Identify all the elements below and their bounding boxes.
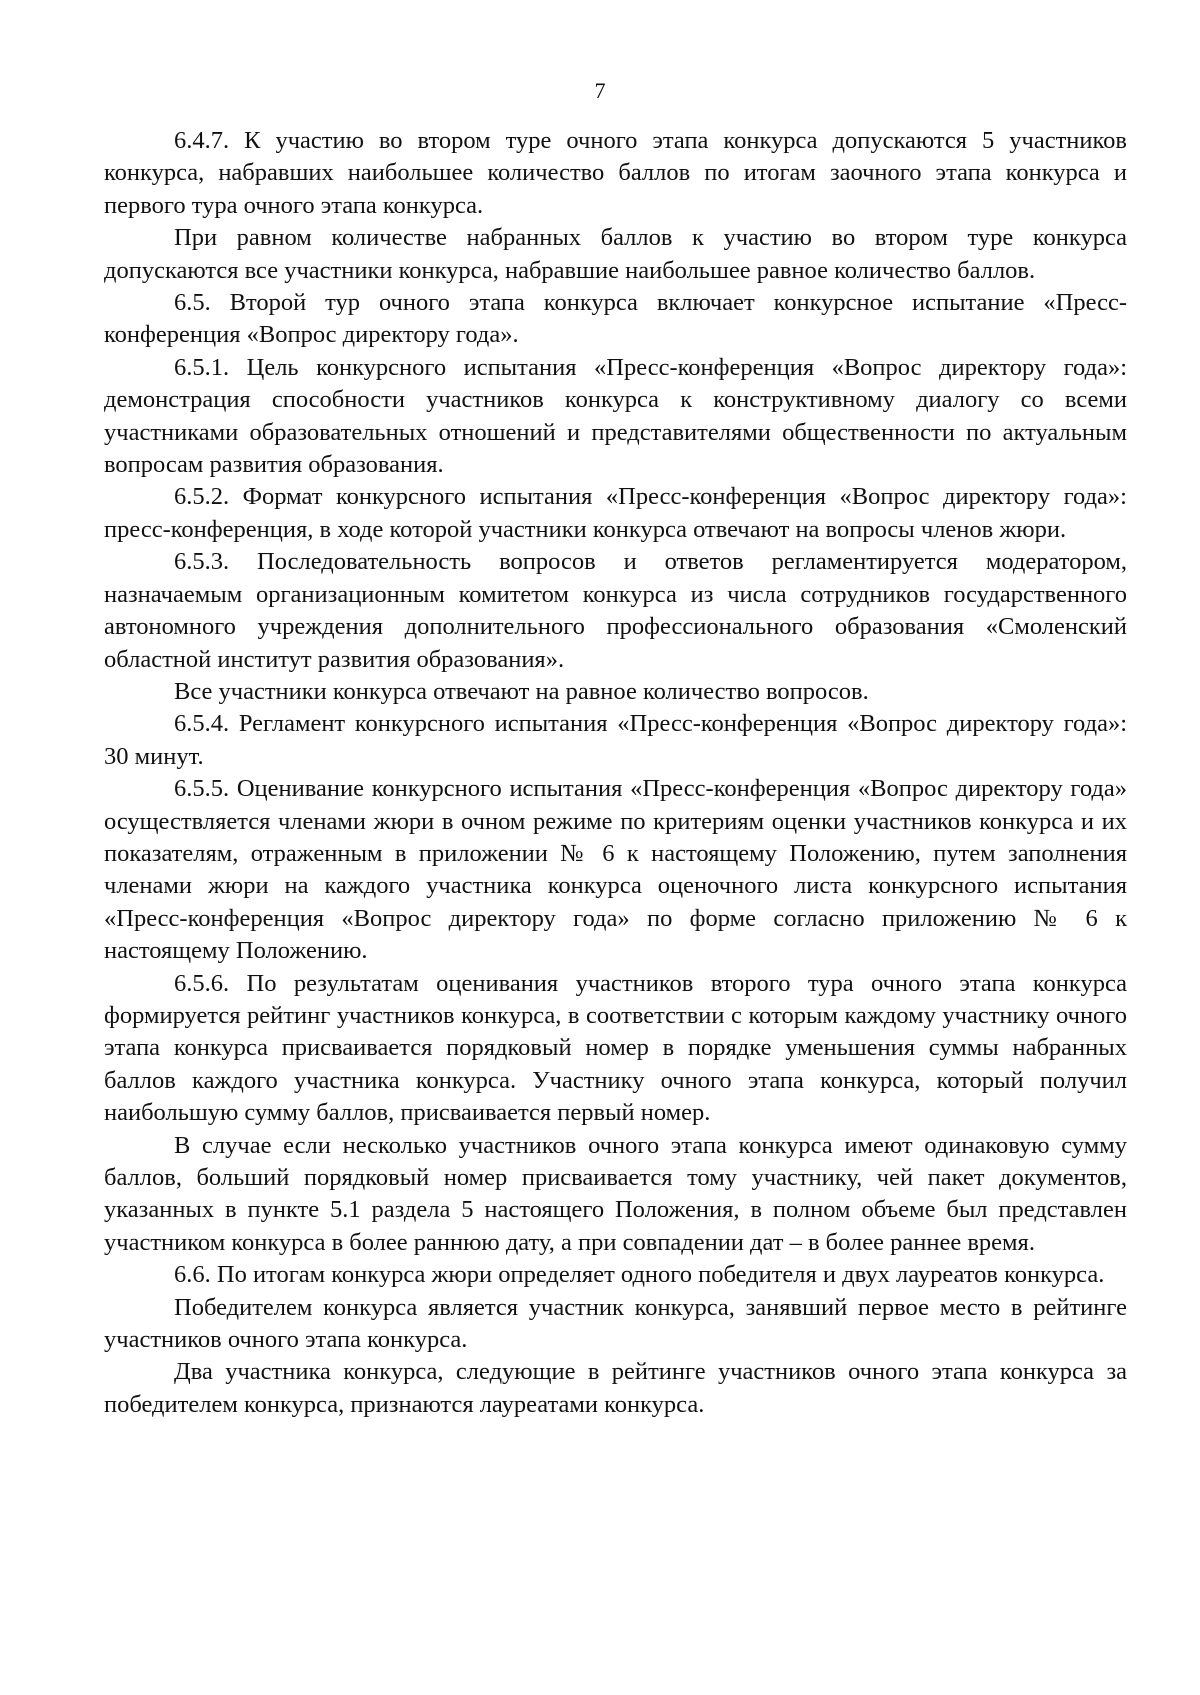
paragraph-6-5-2: 6.5.2. Формат конкурсного испытания «Пресс-конференция «Вопрос директору года»: пресс-конференция, в ходе которой участники конкурса отвечают на вопросы членов жюри. [104, 483, 1127, 543]
paragraph-winner: Победителем конкурса является участник конкурса, занявший первое место в рейтинге участников очного этапа конкурса. [104, 1293, 1127, 1354]
paragraph-tie-break: В случае если несколько участников очного этапа конкурса имеют одинаковую сумму баллов, больший порядковый номер присваивается тому участнику, чей пакет документов, указанных в пункте 5.1 раздела 5 настоящего Положения, в полном объеме был представлен участником конкурса в более раннюю дату, а при совпадении дат – в более раннее время. [104, 1131, 1127, 1256]
paragraph-laureates: Два участника конкурса, следующие в рейтинге участников очного этапа конкурса за победителем конкурса, признаются лауреатами конкурса. [104, 1358, 1127, 1418]
paragraph-6-5-4: 6.5.4. Регламент конкурсного испытания «Пресс-конференция «Вопрос директору года»: 30 минут. [104, 710, 1127, 770]
paragraph-6-5-1: 6.5.1. Цель конкурсного испытания «Пресс-конференция «Вопрос директору года»: демонстрация способности участников конкурса к конструктивному диалогу со всеми участниками образовательных отношений и представителями общественности по актуальным вопросам развития образования. [104, 353, 1127, 479]
paragraph-6-6: 6.6. По итогам конкурса жюри определяет одного победителя и двух лауреатов конкурса. [174, 1261, 1105, 1289]
paragraph-equal-scores: При равном количестве набранных баллов к участию во втором туре конкурса допускаются все участники конкурса, набравшие наибольшее равное количество баллов. [104, 224, 1127, 284]
paragraph-6-5-3: 6.5.3. Последовательность вопросов и ответов регламентируется модератором, назначаемым организационным комитетом конкурса из числа сотрудников государственного автономного учреждения дополнительного профессионального образования «Смоленский областной институт развития образования». [104, 548, 1127, 673]
paragraph-6-5: 6.5. Второй тур очного этапа конкурса включает конкурсное испытание «Пресс-конференция «Вопрос директору года». [104, 289, 1127, 349]
paragraph-6-5-6: 6.5.6. По результатам оценивания участников второго тура очного этапа конкурса формируется рейтинг участников конкурса, в соответствии с которым каждому участнику очного этапа конкурса присваивается порядковый номер в порядке уменьшения суммы набранных баллов каждого участника конкурса. Участнику очного этапа конкурса, который получил наибольшую сумму баллов, присваивается первый номер. [104, 969, 1127, 1127]
paragraph-equal-questions: Все участники конкурса отвечают на равное количество вопросов. [174, 677, 869, 705]
paragraph-6-4-7: 6.4.7. К участию во втором туре очного этапа конкурса допускаются 5 участников конкурса, набравших наибольшее количество баллов по итогам заочного этапа конкурса и первого тура очного этапа конкурса. [104, 127, 1127, 219]
document-body [104, 125, 1127, 1421]
page-number: 7 [594, 78, 606, 103]
paragraph-6-5-5: 6.5.5. Оценивание конкурсного испытания «Пресс-конференция «Вопрос директору года» осуществляется членами жюри в очном режиме по критериям оценки участников конкурса и их показателям, отраженным в приложении № 6 к настоящему Положению, путем заполнения членами жюри на каждого участника конкурса оценочного листа конкурсного испытания «Пресс-конференция «Вопрос директору года» по форме согласно приложению № 6 к настоящему Положению. [104, 775, 1127, 965]
